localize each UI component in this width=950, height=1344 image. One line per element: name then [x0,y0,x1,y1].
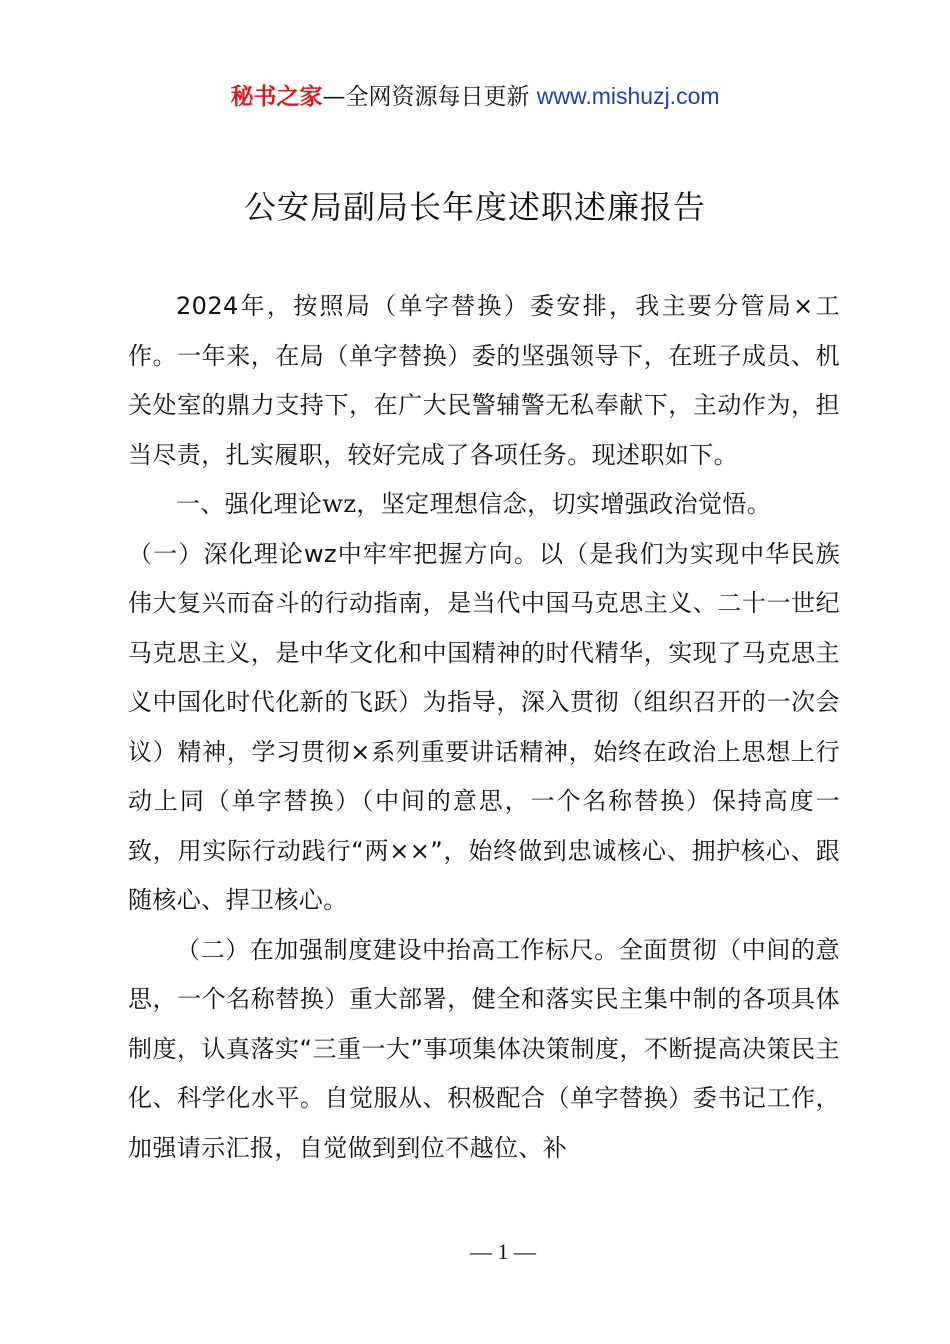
header-tagline: —全网资源每日更新 [322,84,537,110]
intro-paragraph: 2024年，按照局（单字替换）委安排，我主要分管局×工作。一年来，在局（单字替换）委的坚强领导下，在班子成员、机关处室的鼎力支持下，在广大民警辅警无私奉献下，主动作为，担当尽责，扎实履职，较好完成了各项任务。现述职如下。 [128,292,840,469]
site-header [0,80,950,113]
document-body [128,282,840,1173]
body-paragraph: （一）深化理论wz中牢牢把握方向。以（是我们为实现中华民族伟大复兴而奋斗的行动指南，是当代中国马克思主义、二十一世纪马克思主义，是中华文化和中国精神的时代精华，实现了马克思主义中国化时代化新的飞跃）为指导，深入贯彻（组织召开的一次会议）精神，学习贯彻×系列重要讲话精神，始终在政治上思想上行动上同（单字替换）（中间的意思，一个名称替换）保持高度一致，用实际行动践行“两××”，始终做到忠诚核心、拥护核心、跟随核心、捍卫核心。 [128,539,840,914]
brand-name: 秘书之家 [230,84,323,110]
body-paragraph: （二）在加强制度建设中抬高工作标尺。全面贯彻（中间的意思，一个名称替换）重大部署，健全和落实民主集中制的各项具体制度，认真落实“三重一大”事项集体决策制度，不断提高决策民主化、科学化水平。自觉服从、积极配合（单字替换）委书记工作，加强请示汇报，自觉做到到位不越位、补 [128,935,840,1162]
section-heading: 一、强化理论wz，坚定理想信念，切实增强政治觉悟。 [176,490,772,518]
site-url-link[interactable]: www.mishuzj.com [536,83,720,109]
document-title: 公安局副局长年度述职述廉报告 [243,188,706,226]
page-number: — 1 — [470,1239,536,1264]
